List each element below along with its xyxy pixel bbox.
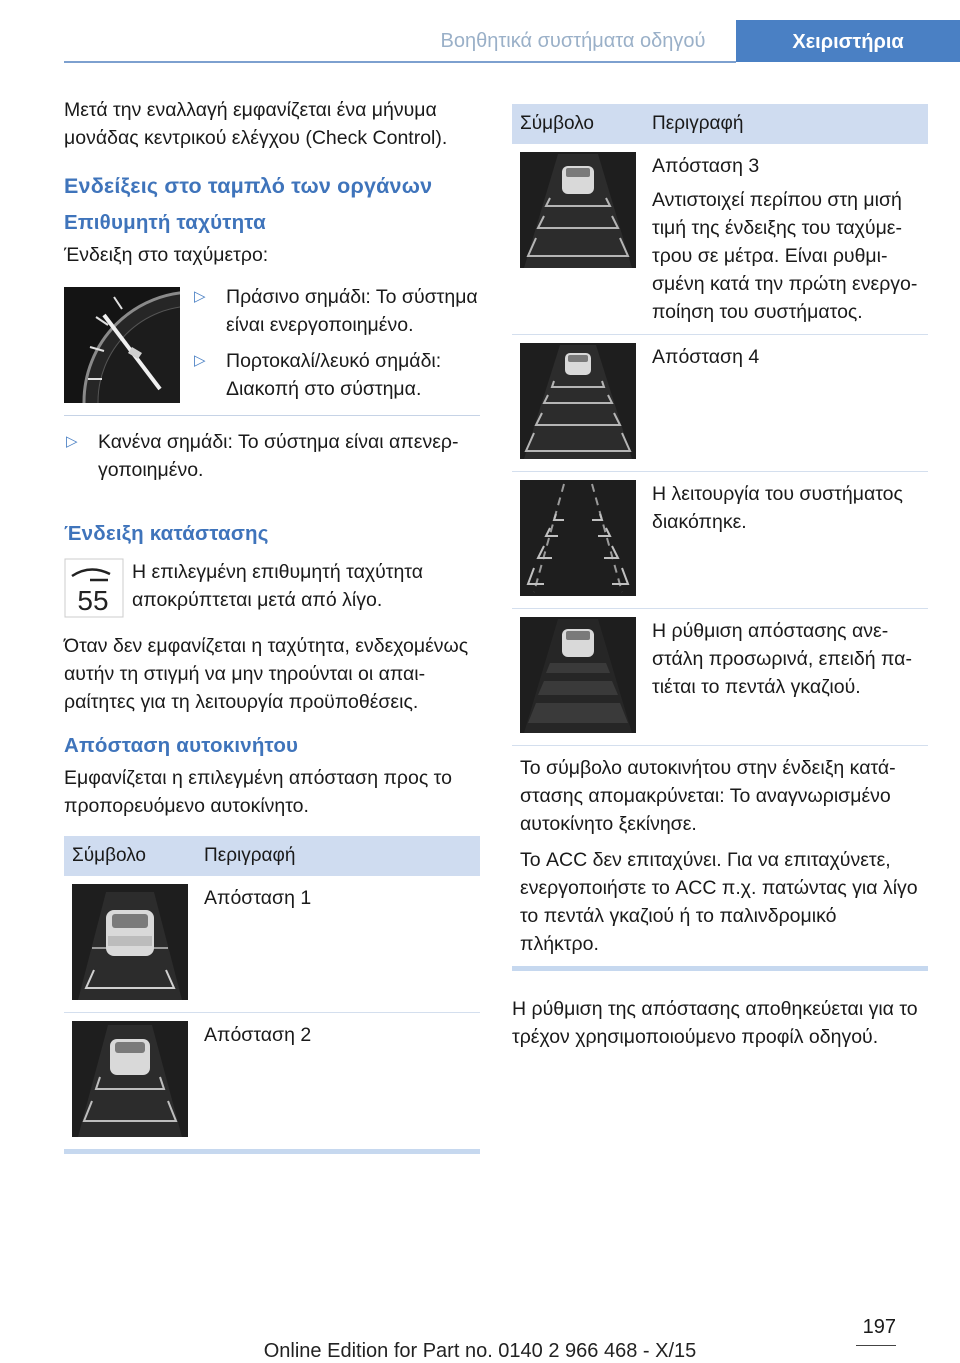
closing-paragraph: Η ρύθμιση της απόστασης αποθηκεύεται για το τρέχον χρησιμοποιούμενο προφίλ οδηγού. [512,998,918,1048]
status-text: Η επιλεγμένη επιθυμητή ταχύτητα αποκρύπτεται μετά από λίγο. [132,561,423,611]
desc-cell: Απόσταση 1 [196,876,480,1013]
triangle-bullet-icon: ▷ [66,433,78,450]
distance-4-icon [520,343,636,459]
right-column [512,104,928,1051]
desc-cell: Απόσταση 4 [644,335,928,472]
table-row [512,746,928,967]
symbol-cell [64,876,196,1013]
symbol-cell [512,609,644,746]
tab-controls[interactable]: Χειριστήρια [736,20,960,62]
mark-bullet-list [192,283,480,411]
row-text: Αντιστοιχεί περίπου στη μισή τιμή της ένδειξης του ταχύμετρου σε μέτρα. Είναι ρυθμισμένη κατά την πρώτη ενεργοποίηση του συστήματος. [652,189,918,323]
divider [64,415,480,416]
note-cell [512,746,928,967]
col-symbol-header: Σύμβολο [512,104,644,144]
symbol-cell [512,335,644,472]
page-number: 197 [862,1316,896,1338]
speed-status-icon [64,558,124,618]
bullet-text: Κανένα σημάδι: Το σύστημα είναι απενεργοποιημένο. [98,431,459,481]
table-end-rule [512,966,928,971]
bullet-text: Πράσινο σημάδι: Το σύστημα είναι ενεργοποιημένο. [226,286,478,336]
table-header-row [512,104,928,144]
bullet-text: Πορτοκαλί/λευκό σημάδι: Διακοπή στο σύστημα. [226,350,442,400]
speedometer-row [64,283,480,411]
heading-vehicle-distance: Απόσταση αυτοκινήτου [64,734,299,757]
page-footer [0,1316,960,1362]
table-end-rule [64,1149,480,1154]
heading-desired-speed: Επιθυμητή ταχύτητα [64,211,266,234]
desc-cell [644,144,928,335]
list-item [192,347,480,411]
table-row [512,335,928,472]
distance-2-icon [72,1021,188,1137]
distance-paragraph: Εμφανίζεται η επιλεγμένη απόσταση προς το προπορευόμενο αυτοκίνητο. [64,767,452,817]
section-title: Βοηθητικά συστήματα οδηγού [440,30,706,52]
desc-cell: Η λειτουργία του συστήματος διακόπηκε. [644,472,928,609]
heading-instrument-display: Ενδείξεις στο ταμπλό των οργάνων [64,174,433,198]
note-text: Το σύμβολο αυτοκινήτου στην ένδειξη κατάστασης απομακρύνεται: Το αναγνωρισμένο αυτοκίνητο ξεκίνησε. [520,757,896,835]
distance-table-left [64,836,480,1149]
table-row [512,472,928,609]
distance-3-icon [520,152,636,268]
speedometer-label: Ένδειξη στο ταχύμετρο: [64,244,269,266]
table-row [512,609,928,746]
desc-cell: Απόσταση 2 [204,1024,312,1046]
system-interrupted-icon [520,480,636,596]
distance-1-icon [72,884,188,1000]
heading-status-display: Ένδειξη κατάστασης [64,522,269,545]
speedometer-needle-image [64,287,180,403]
intro-paragraph: Μετά την εναλλαγή εμφανίζεται ένα μήνυμα μονάδας κεντρικού ελέγχου (Check Control). [64,99,448,149]
left-column [64,96,480,1154]
status-row [64,558,480,618]
status-speed-value: 55 [77,585,109,616]
col-desc-header: Περιγραφή [196,836,480,876]
desc-cell: Η ρύθμιση απόστασης ανεστάλη προσωρινά, επειδή πατιέται το πεντάλ γκαζιού. [644,609,928,746]
col-desc-header: Περιγραφή [644,104,928,144]
symbol-cell [512,144,644,335]
no-mark-bullet-list [64,428,480,492]
triangle-bullet-icon: ▷ [194,352,206,369]
status-paragraph: Όταν δεν εμφανίζεται η ταχύτητα, ενδεχομένως αυτήν τη στιγμή να μην τηρούνται οι απαιραίτητες για τη λειτουργία προϋποθέσεις. [64,635,469,713]
symbol-cell [512,472,644,609]
distance-suspended-icon [520,617,636,733]
note-text: Το ACC δεν επιταχύνει. Για να επιταχύνετε, ενεργοποιήστε το ACC π.χ. πατώντας για λίγο το πεντάλ γκαζιού ή το παλινδρομικό πλήκτρο. [520,849,918,955]
table-row [64,1013,480,1150]
table-row [512,144,928,335]
col-symbol-header: Σύμβολο [64,836,196,876]
page-header [0,0,960,62]
distance-table-right [512,104,928,966]
row-title: Απόσταση 3 [652,155,760,177]
list-item [192,283,480,347]
symbol-cell [64,1013,196,1150]
table-row [64,876,480,1013]
edition-text: Online Edition for Part no. 0140 2 966 468 - X/15 [263,1340,697,1362]
header-rule [64,61,736,63]
triangle-bullet-icon: ▷ [194,288,206,305]
table-header-row [64,836,480,876]
list-item [64,428,480,492]
